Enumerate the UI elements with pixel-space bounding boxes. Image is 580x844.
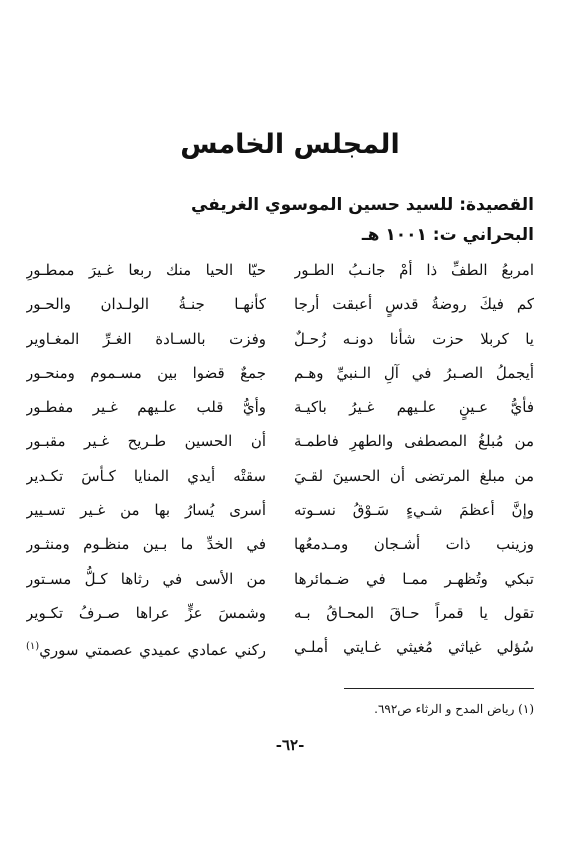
hemistich-text: ركني عمادي عميدي عصمتي سوري	[39, 641, 266, 660]
hemistich: وزينب ذات أشـجان ومـدمعُها	[294, 535, 534, 554]
hemistich: أيجملُ الصـبرُ في آلِ الـنبيِّ وهـم	[294, 363, 534, 382]
hemistich: سُؤلي غياثي مُغيثي غـايتي أملـي	[294, 638, 534, 657]
hemistich: تقول يا قمراً حـاقَ المحـاقُ بـه	[294, 603, 534, 622]
footnote: (١) رياض المدح و الرثاء ص٦٩٢.	[374, 702, 534, 716]
poem-first-hemistichs	[294, 255, 534, 667]
hemistich: سقتْه أيدي المنايا كـأسَ تكـدير	[26, 466, 266, 485]
hemistich: في الخدِّ ما بـين منظـوم ومنثـور	[26, 535, 266, 554]
footnote-separator	[344, 688, 534, 689]
poem-second-hemistichs	[26, 255, 266, 667]
hemistich: من مُبلغُ المصطفى والطهرِ فاطمـة	[294, 432, 534, 451]
hemistich: وشمسَ عزٍّ عراها صـرفُ تكـوير	[26, 603, 266, 622]
hemistich: تبكي وتُظهـر ممـا في ضـمائرها	[294, 569, 534, 588]
chapter-title: المجلس الخامس	[180, 129, 400, 160]
hemistich: وفزت بالسـادة الغـرِّ المغـاوير	[26, 329, 266, 348]
hemistich: كم فيكَ روضةُ قدسٍ أعبقت أرجا	[294, 295, 534, 314]
hemistich: كأنهـا جنـةُ الولـدان والحـور	[26, 295, 266, 314]
hemistich: فأيُّ عـينٍ علـيهم غـيرُ باكيـة	[294, 398, 534, 417]
poem-heading-line-1: القصيدة: للسيد حسين الموسوي الغريفي	[190, 195, 534, 215]
hemistich: وإنَّ أعظمَ شـيءٍ سَـوْقُ نسـوته	[294, 501, 534, 520]
poem-heading	[114, 190, 534, 250]
hemistich: يا كربلا حزت شأنا دونـه زُحـلٌ	[294, 329, 534, 348]
hemistich: من الأسى في رثاها كـلُّ مسـتور	[26, 569, 266, 588]
poem-heading-line-2: البحراني ت: ١٠٠١ هـ	[361, 225, 534, 245]
hemistich: وأيُّ قلب علـيهم غـير مفطـور	[26, 398, 266, 417]
hemistich-with-footnote	[26, 632, 266, 666]
hemistich: من مبلغ المرتضى أن الحسينَ لقـيَ	[294, 466, 534, 485]
hemistich: حيّا الحيا منك ربعا غـيرَ ممطـورِ	[26, 261, 266, 279]
hemistich: أن الحسين طـريح غـير مقبـور	[26, 432, 266, 451]
hemistich: جمعٌ قضوا بين مسـموم ومنحـور	[26, 363, 266, 382]
hemistich: أسرى يُسارُ بها من غـير تسـيير	[26, 501, 266, 520]
hemistich: امربعُ الطفِّ ذا أمْ جانـبُ الطـور	[294, 261, 534, 279]
footnote-reference: (١)	[26, 641, 40, 653]
page-number: -٦٢-	[275, 736, 305, 754]
